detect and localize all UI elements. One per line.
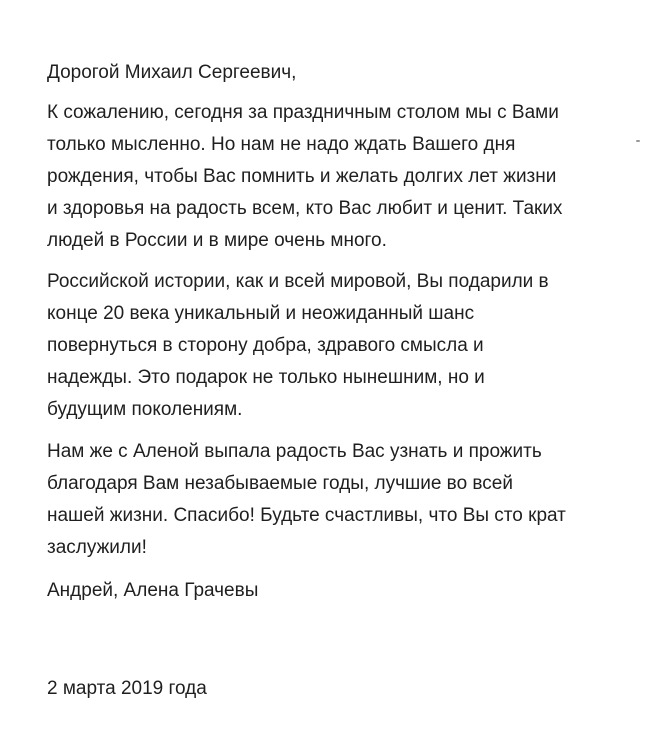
letter-date: 2 марта 2019 года	[47, 678, 207, 699]
paragraph-1-line: К сожалению, сегодня за праздничным столом мы с Вами	[47, 102, 559, 123]
paragraph-1-line: только мысленно. Но нам не надо ждать Вашего дня	[47, 134, 516, 155]
paragraph-2-line: Российской истории, как и всей мировой, Вы подарили в	[47, 271, 549, 292]
letter-greeting: Дорогой Михаил Сергеевич,	[47, 62, 297, 83]
paragraph-3-line: благодаря Вам незабываемые годы, лучшие во всей	[47, 473, 513, 494]
paragraph-1-line: и здоровья на радость всем, кто Вас любит и ценит. Таких	[47, 198, 563, 219]
paragraph-1-line: рождения, чтобы Вас помнить и желать долгих лет жизни	[47, 166, 557, 187]
paragraph-2-line: надежды. Это подарок не только нынешним, но и	[47, 367, 485, 388]
letter-signature: Андрей, Алена Грачевы	[47, 580, 259, 601]
paragraph-3-line: заслужили!	[47, 537, 147, 558]
scan-speck	[636, 140, 640, 142]
paragraph-2-line: будущим поколениям.	[47, 399, 243, 420]
paragraph-2-line: повернуться в сторону добра, здравого смысла и	[47, 335, 484, 356]
paragraph-3-line: нашей жизни. Спасибо! Будьте счастливы, что Вы сто крат	[47, 505, 566, 526]
paragraph-1-line: людей в России и в мире очень много.	[47, 230, 387, 251]
paragraph-2-line: конце 20 века уникальный и неожиданный шанс	[47, 303, 475, 324]
paragraph-3-line: Нам же с Аленой выпала радость Вас узнать и прожить	[47, 441, 542, 462]
